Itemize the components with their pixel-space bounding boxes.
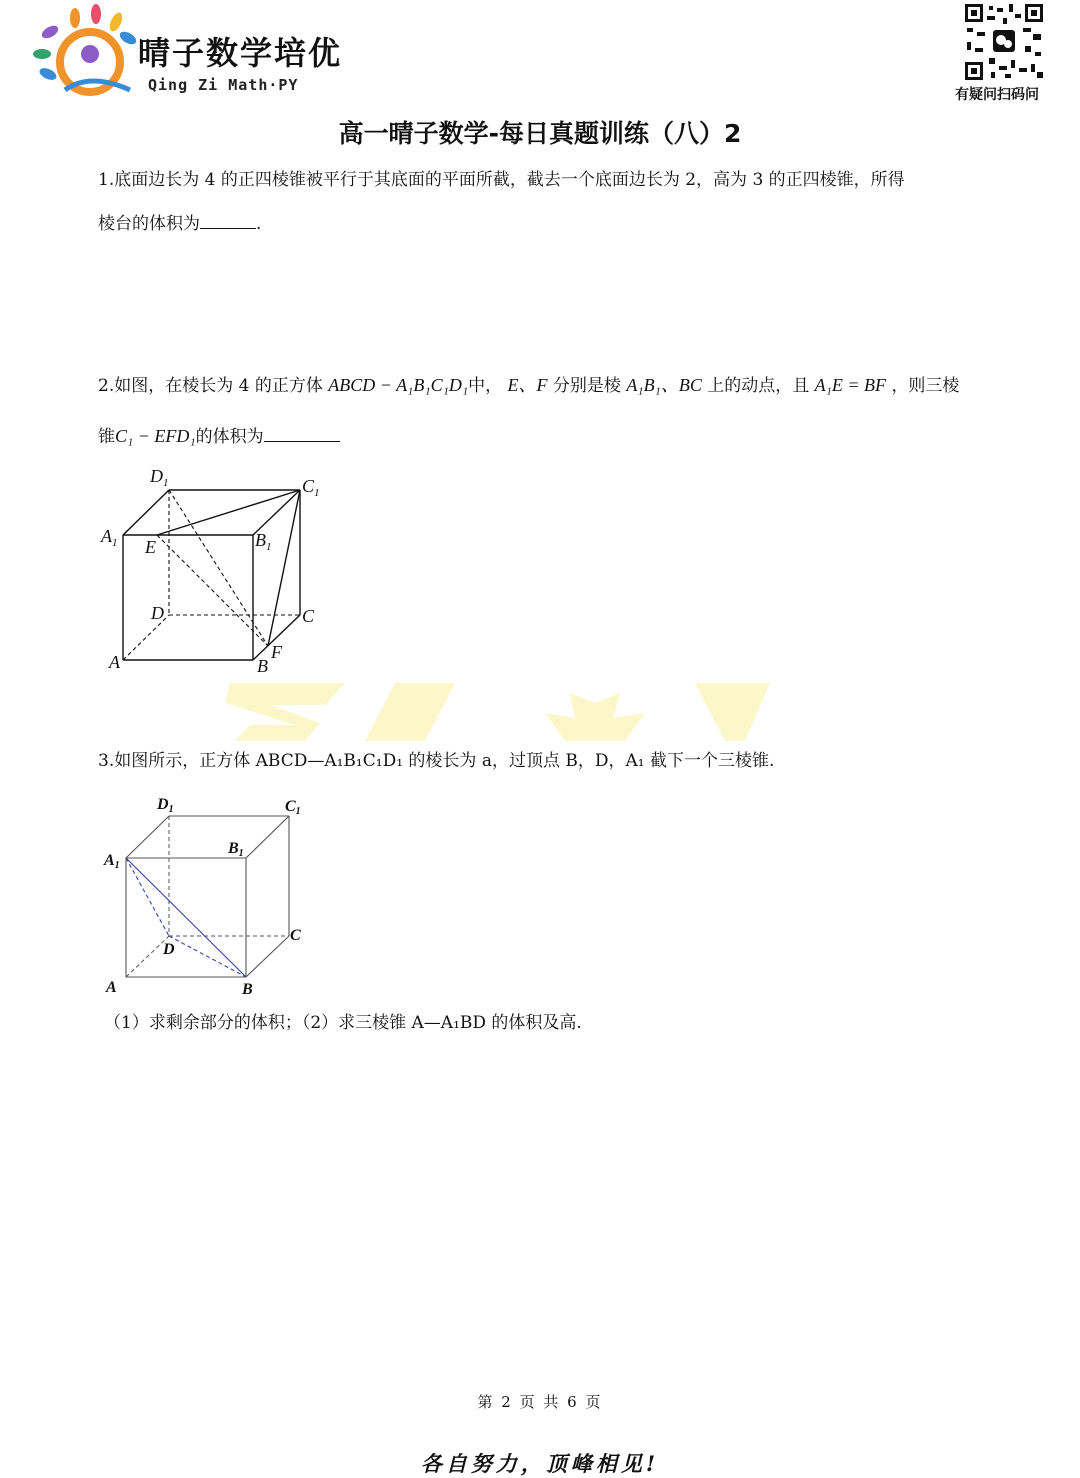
- q2-text-4: 上的动点，且: [707, 376, 810, 396]
- label-c: C: [290, 927, 301, 944]
- label-c1: $C_1$: [302, 476, 320, 499]
- q2-cube-figure: [95, 462, 335, 677]
- label-e: E: [145, 537, 156, 557]
- footer-motto: 各自努力，顶峰相见!: [420, 1451, 660, 1476]
- label-f: F: [271, 642, 282, 662]
- page-number: 第 2 页 共 6 页: [477, 1393, 603, 1411]
- label-d1: D1: [157, 796, 174, 815]
- q2-cube-notation: ABCD − A₁B₁C₁D₁: [328, 375, 469, 395]
- q1-period: .: [256, 214, 262, 234]
- label-d: D: [151, 603, 164, 623]
- q2-text-5: ，则三棱: [891, 376, 960, 396]
- q2-equation: A₁E = BF: [814, 375, 887, 395]
- q3-cube-figure: [100, 790, 320, 1000]
- page-title: 高一晴子数学-每日真题训练（八）2: [338, 119, 742, 148]
- q2-line2: [98, 423, 340, 449]
- q1-line1: 1.底面边长为 4 的正四棱锥被平行于其底面的平面所截，截去一个底面边长为 2，高为 3 的正四棱锥，所得: [98, 170, 905, 190]
- logo-title: 晴子数学培优: [138, 34, 343, 72]
- q3-text: 3.如图所示，正方体 ABCD—A₁B₁C₁D₁ 的棱长为 a，过顶点 B，D，A₁ 截下一个三棱锥.: [98, 751, 775, 771]
- label-a1: $A_1$: [101, 526, 118, 549]
- q2-text-6: 锥: [98, 427, 115, 447]
- q2-line1: [98, 373, 959, 398]
- q2-text-3: 分别是棱: [552, 376, 621, 396]
- label-c: C: [302, 606, 315, 626]
- label-d1: $D_1$: [150, 466, 169, 489]
- q1-answer-blank: [200, 210, 256, 229]
- label-a: A: [109, 652, 120, 672]
- q2-points-ef: E、F: [507, 375, 548, 395]
- logo-subtitle: Qing Zi Math·PY: [148, 76, 299, 94]
- qr-code-icon: [963, 2, 1045, 82]
- q1-prompt: 棱台的体积为: [98, 214, 200, 234]
- label-b: B: [242, 981, 253, 998]
- q2-text-7: 的体积为: [195, 427, 264, 447]
- q2-tetrahedron: C₁ − EFD₁: [115, 426, 196, 446]
- q3-subquestions: （1）求剩余部分的体积；（2）求三棱锥 A—A₁BD 的体积及高.: [104, 1013, 582, 1033]
- q2-edges: A₁B₁、BC: [626, 375, 702, 395]
- q2-text-2: 中，: [468, 376, 503, 396]
- label-b: B: [257, 656, 268, 676]
- watermark-logo: [225, 683, 775, 741]
- q1-line2: [98, 210, 261, 236]
- q2-text-1: 2.如图，在棱长为 4 的正方体: [98, 376, 323, 396]
- label-a1: A1: [104, 852, 120, 871]
- label-b1: B1: [228, 840, 244, 859]
- label-d: D: [163, 941, 175, 958]
- label-b1: $B_1$: [255, 530, 272, 553]
- label-a: A: [106, 979, 117, 996]
- q2-answer-blank: [264, 423, 340, 442]
- qr-caption: 有疑问扫码问: [955, 87, 1039, 103]
- label-c1: C1: [285, 798, 301, 817]
- logo-icon: [30, 2, 140, 102]
